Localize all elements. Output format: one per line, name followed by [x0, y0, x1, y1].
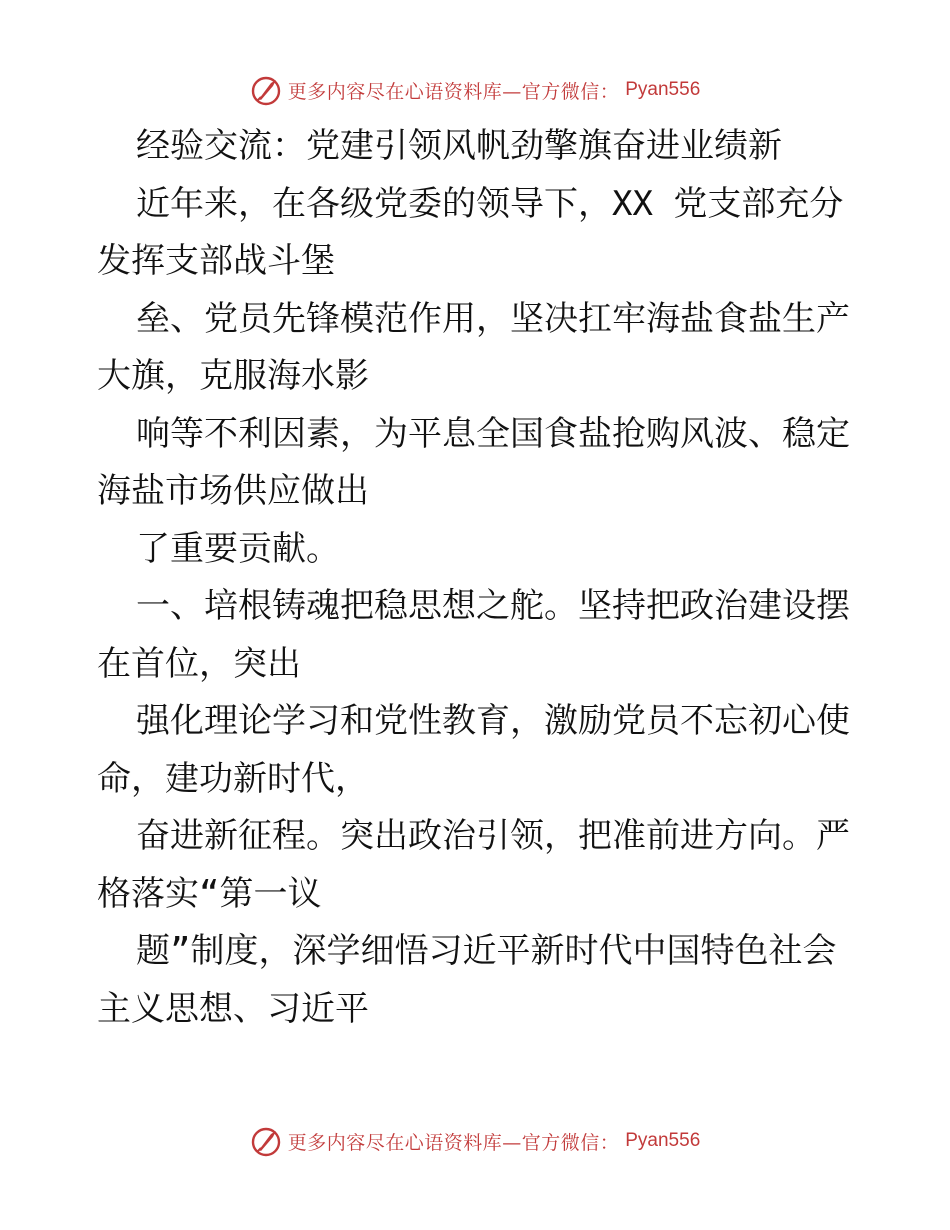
header-banner-contact: Pyan556 — [625, 79, 701, 100]
body-line: 海盐市场供应做出 — [97, 471, 369, 511]
quill-pen-logo-icon — [250, 1125, 282, 1157]
body-line: 题”制度，深学细悟习近平新时代中国特色社会 — [136, 931, 837, 971]
footer-banner-contact: Pyan556 — [625, 1130, 701, 1151]
body-line: 奋进新征程。突出政治引领，把准前进方向。严 — [136, 816, 850, 856]
quill-pen-logo-icon — [250, 74, 282, 106]
body-line: 发挥支部战斗堡 — [97, 241, 335, 281]
body-line: 一、培根铸魂把稳思想之舵。坚持把政治建设摆 — [136, 586, 850, 626]
document-body — [97, 118, 857, 1038]
footer-banner-text: 更多内容尽在心语资料库—官方微信： — [287, 1131, 620, 1154]
body-line: 命，建功新时代， — [97, 758, 369, 799]
header-banner-text: 更多内容尽在心语资料库—官方微信： — [287, 80, 620, 103]
body-line: 近年来，在各级党委的领导下，XX 党支部充分 — [136, 183, 844, 224]
footer-banner — [0, 1121, 950, 1161]
body-line: 垒、党员先锋模范作用，坚决扛牢海盐食盐生产 — [136, 298, 850, 339]
body-line: 在首位，突出 — [97, 643, 301, 684]
header-banner — [0, 70, 950, 110]
body-line: 主义思想、习近平 — [97, 988, 369, 1029]
body-line: 大旗，克服海水影 — [97, 356, 369, 396]
body-line: 了重要贡献。 — [136, 528, 340, 569]
document-title: 经验交流：党建引领风帆劲擎旗奋进业绩新 — [136, 126, 782, 166]
body-line: 格落实“第一议 — [97, 873, 322, 914]
body-line: 强化理论学习和党性教育，激励党员不忘初心使 — [136, 701, 850, 741]
body-line: 响等不利因素，为平息全国食盐抢购风波、稳定 — [136, 413, 850, 454]
